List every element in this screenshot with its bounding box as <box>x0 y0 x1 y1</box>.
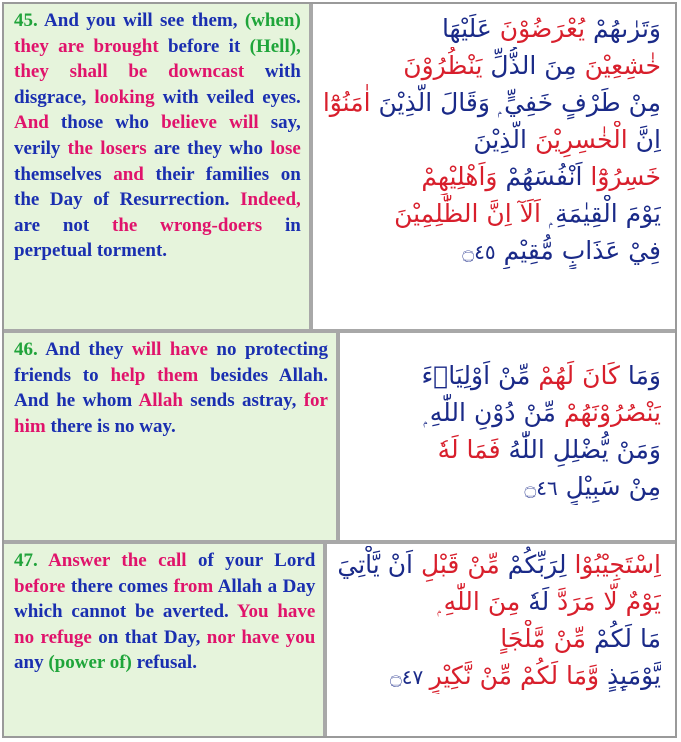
arabic-text-45 <box>313 4 675 329</box>
english-segment: Answer the call <box>37 550 198 571</box>
english-segment: (Hell), <box>249 35 301 57</box>
arabic-segment: اٰمَنُوْٓا <box>322 88 371 117</box>
arabic-segment: يَوْمَ الْقِيٰمَةِ ۭ <box>540 199 661 228</box>
english-translation-45 <box>4 4 313 329</box>
arabic-segment: يُعْرَضُوْنَ <box>499 14 586 43</box>
arabic-segment: مِنْ طَرْفٍ خَفِيٍّ ۭ وَقَالَ الَّذِيْنَ <box>370 88 661 117</box>
arabic-segment: فَمَا لَهٗ <box>437 435 509 464</box>
english-segment: on the Day of Resurrection. <box>14 163 301 211</box>
english-segment: say, verily <box>14 112 301 159</box>
english-segment: any <box>14 652 49 674</box>
english-segment: and <box>113 163 156 185</box>
arabic-segment: الَّذِيْنَ <box>473 125 535 154</box>
arabic-segment: وَمَا <box>619 361 661 390</box>
verse-table <box>2 2 677 738</box>
arabic-segment: وَاَهْلِيْهِمْ <box>421 162 498 191</box>
english-text <box>14 10 301 261</box>
english-segment: before <box>14 575 71 597</box>
arabic-line <box>337 620 661 657</box>
english-segment: those who <box>60 112 162 134</box>
arabic-segment: وَتَرٰىهُمْ <box>585 14 661 43</box>
english-segment: believe <box>161 112 230 134</box>
arabic-segment: مِّنْ دُوْنِ اللّٰهِ ۭ <box>423 398 564 427</box>
arabic-segment: مِّنْ اَوْلِيَاۗءَ <box>421 361 539 390</box>
arabic-segment: مِنْ سَبِيْلٍ <box>557 472 661 501</box>
english-segment: And <box>14 112 61 134</box>
english-segment: (power of) <box>48 652 137 674</box>
verse-end-mark: ۝٤٦ <box>524 476 558 500</box>
verse-end-mark: ۝٤٥ <box>462 240 496 264</box>
arabic-segment: مَا لَكُمْ <box>586 624 661 653</box>
arabic-segment: مِّنْ قَبْلِ <box>420 550 500 579</box>
arabic-line <box>323 10 661 47</box>
english-segment: nor have you <box>206 626 316 648</box>
arabic-line <box>323 195 661 232</box>
arabic-line <box>337 657 661 694</box>
english-segment: before it <box>167 35 250 57</box>
arabic-line <box>323 121 661 158</box>
arabic-text-47 <box>327 544 675 736</box>
english-segment: sends astray, <box>190 390 304 412</box>
english-segment: Allah <box>138 390 191 412</box>
english-segment: looking <box>94 86 163 108</box>
english-segment: Indeed, <box>240 189 301 211</box>
arabic-segment: اَلَآ اِنَّ الظّٰلِمِيْنَ <box>394 199 541 228</box>
english-segment: with disgrace, <box>14 61 301 108</box>
arabic-line <box>350 357 661 394</box>
arabic-segment: اِنَّ <box>627 125 661 154</box>
english-segment: from <box>173 575 218 597</box>
english-segment: lose <box>270 137 301 159</box>
english-translation-46 <box>4 333 340 540</box>
arabic-segment: يَّوْمَىِٕذٍ <box>599 661 661 690</box>
english-text <box>14 339 328 437</box>
english-segment: in perpetual torment. <box>14 214 301 262</box>
verse-number: 46. <box>14 339 38 360</box>
arabic-line <box>323 84 661 121</box>
english-segment: there comes <box>70 575 174 597</box>
arabic-line <box>323 158 661 195</box>
arabic-segment: يَوْمٌ لَّا مَرَدَّ <box>557 587 661 616</box>
arabic-segment: لَهٗ <box>520 587 558 616</box>
verse-row-47 <box>4 544 675 736</box>
english-segment: And you will see them, <box>37 10 245 31</box>
arabic-segment: اَنْفُسَهُمْ <box>497 162 591 191</box>
english-segment: the wrong-doers <box>112 214 285 236</box>
english-segment: they shall be downcast <box>14 61 265 83</box>
english-segment: on that Day, <box>98 626 207 648</box>
arabic-line <box>323 232 661 269</box>
arabic-segment: مِنَ اللّٰهِ ۭ <box>437 587 521 616</box>
arabic-segment: مِّنْ مَّلْجَاٍ <box>500 624 587 653</box>
english-segment: will have <box>131 339 217 360</box>
arabic-line <box>350 394 661 431</box>
english-segment: You have no refuge <box>14 601 316 648</box>
arabic-segment: وَمَنْ يُّضْلِلِ اللّٰهُ <box>508 435 661 464</box>
arabic-segment: خَسِرُوْٓا <box>590 162 661 191</box>
arabic-segment: عَلَيْهَا <box>441 14 500 43</box>
verse-row-45 <box>4 4 675 329</box>
arabic-segment: مِنَ الذُّلِّ <box>482 51 585 80</box>
english-segment: are not <box>14 214 113 236</box>
verse-number: 45. <box>14 10 38 31</box>
verse-row-46 <box>4 333 675 540</box>
english-segment: they are brought <box>14 35 168 57</box>
arabic-segment: خٰشِعِيْنَ <box>584 51 661 80</box>
arabic-segment: يَنْصُرُوْنَهُمْ <box>563 398 661 427</box>
english-segment: for him <box>14 390 328 437</box>
arabic-segment: الْخٰسِرِيْنَ <box>534 125 628 154</box>
arabic-text-46 <box>340 333 675 540</box>
english-segment: help them <box>110 364 211 386</box>
arabic-segment: كَانَ لَهُمْ <box>538 361 620 390</box>
english-segment: their families <box>155 163 281 185</box>
english-segment: themselves <box>14 163 114 185</box>
english-segment: with veiled eyes. <box>162 86 301 108</box>
arabic-segment: يَنْظُرُوْنَ <box>403 51 483 80</box>
english-segment: no protecting friends to <box>14 339 329 386</box>
arabic-line <box>323 47 661 84</box>
english-segment: besides Allah. And he whom <box>14 364 329 412</box>
verse-number: 47. <box>14 550 38 571</box>
verse-end-mark: ۝٤٧ <box>390 665 430 689</box>
english-segment: (when) <box>244 10 301 31</box>
arabic-segment: اَنْ يَّاْتِيَ <box>337 550 421 579</box>
arabic-segment: لِرَبِّكُمْ <box>499 550 575 579</box>
english-segment: will <box>229 112 271 134</box>
english-segment: And they <box>37 339 132 360</box>
english-segment: Allah a Day <box>217 575 316 597</box>
arabic-segment: فِيْ عَذَابٍ مُّقِيْمٍ <box>495 236 661 265</box>
english-segment: the losers <box>67 137 154 159</box>
arabic-line <box>337 546 661 583</box>
english-segment: which cannot be averted. <box>14 601 237 623</box>
arabic-line <box>337 583 661 620</box>
english-segment: of your Lord <box>197 550 316 571</box>
arabic-line <box>350 468 661 505</box>
arabic-segment: وَّمَا لَكُمْ مِّنْ نَّكِيْرٍ <box>429 661 600 690</box>
english-segment: are they who <box>153 137 271 159</box>
english-segment: there is no way. <box>50 415 176 437</box>
english-translation-47 <box>4 544 327 736</box>
arabic-segment: اِسْتَجِيْبُوْا <box>574 550 661 579</box>
english-segment: refusal. <box>136 652 197 674</box>
arabic-line <box>350 431 661 468</box>
english-text <box>14 550 315 673</box>
